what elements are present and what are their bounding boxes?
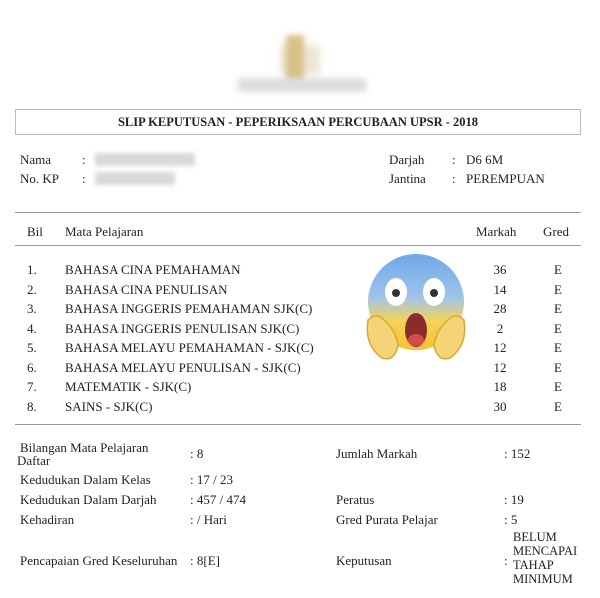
school-name-redacted [238,78,366,92]
row-bil: 2. [27,281,37,297]
bilangan-label-1: Bilangan Mata Pelajaran [20,440,149,455]
peratus-label: Peratus [336,492,375,507]
name-sep: : [82,152,86,167]
col-bil: Bil [27,224,43,239]
row-subject: SAINS - SJK(C) [65,398,153,414]
nokp-label: No. KP [20,171,60,186]
keputusan-sep: : [504,553,508,568]
darjah-sep: : [452,152,456,167]
keputusan-line-2: MENCAPAI [513,544,578,558]
row-bil: 5. [27,340,37,355]
row-markah: 12 [493,340,507,355]
kedudukan-darjah-label: Kedudukan Dalam Darjah [20,492,157,507]
row-subject: BAHASA CINA PENULISAN [65,281,228,297]
jumlah-label: Jumlah Markah [336,446,418,461]
page-title: SLIP KEPUTUSAN - PEPERIKSAAN PERCUBAAN UPSR - 2018 [117,114,479,129]
row-markah: 12 [493,359,507,375]
row-bil: 8. [27,398,37,414]
row-gred: E [554,340,562,355]
row-markah: 28 [493,301,507,316]
row-markah: 18 [493,379,507,394]
row-subject: BAHASA INGGERIS PEMAHAMAN SJK(C) [65,301,313,316]
row-bil: 6. [27,359,37,375]
keputusan-line-1: BELUM [513,530,557,544]
pencapaian-value: : 8[E] [190,553,220,568]
row-markah: 36 [493,262,507,277]
row-subject: BAHASA MELAYU PENULISAN - SJK(C) [65,359,301,375]
kehadiran-label: Kehadiran [20,512,75,527]
kehadiran-value: : / Hari [190,512,227,527]
keputusan-line-4: MINIMUM [513,572,573,586]
jantina-sep: : [452,171,456,186]
row-bil: 4. [27,320,37,336]
row-markah: 2 [496,320,504,336]
table-top-rule [15,212,581,213]
row-bil: 3. [27,301,37,316]
jantina-value: PEREMPUAN [466,171,545,186]
darjah-value: D6 6M [466,152,504,167]
title-box [15,109,581,135]
row-bil: 7. [27,379,37,394]
jumlah-value: : 152 [504,446,531,461]
keputusan-value [513,530,577,586]
darjah-label: Darjah [389,152,425,167]
kedudukan-darjah-value: : 457 / 474 [190,492,246,507]
table-bottom-rule [15,424,581,425]
gred-purata-value: : 5 [504,512,518,527]
name-label: Nama [20,152,52,167]
gred-purata-label: Gred Purata Pelajar [336,512,438,527]
keputusan-line-3: TAHAP [513,558,554,572]
face-screaming-in-fear-icon [362,250,470,362]
row-gred: E [554,281,562,297]
row-subject: BAHASA CINA PEMAHAMAN [65,262,241,277]
name-value-redacted [95,153,195,166]
row-bil: 1. [27,262,37,277]
jantina-label: Jantina [389,171,426,186]
table-header-rule [15,245,581,246]
peratus-value: : 19 [504,492,524,507]
row-markah: 30 [493,398,507,414]
bilangan-value: : 8 [190,446,204,461]
row-subject: BAHASA MELAYU PEMAHAMAN - SJK(C) [65,340,314,355]
row-gred: E [554,301,562,316]
pencapaian-label: Pencapaian Gred Keseluruhan [20,553,178,568]
kedudukan-kelas-value: : 17 / 23 [190,472,233,487]
row-gred: E [554,262,562,277]
kedudukan-kelas-label: Kedudukan Dalam Kelas [20,472,151,487]
col-gred: Gred [543,224,569,239]
keputusan-label: Keputusan [336,553,392,568]
row-subject: MATEMATIK - SJK(C) [65,379,192,394]
row-gred: E [554,398,562,414]
col-markah: Markah [476,224,517,239]
nokp-sep: : [82,171,86,186]
nokp-value-redacted [95,172,175,185]
row-gred: E [554,359,562,375]
row-gred: E [554,320,562,336]
bilangan-label-2: Daftar [17,453,51,468]
col-subject: Mata Pelajaran [65,224,144,239]
row-subject: BAHASA INGGERIS PENULISAN SJK(C) [65,320,300,336]
row-gred: E [554,379,562,394]
row-markah: 14 [493,281,507,297]
